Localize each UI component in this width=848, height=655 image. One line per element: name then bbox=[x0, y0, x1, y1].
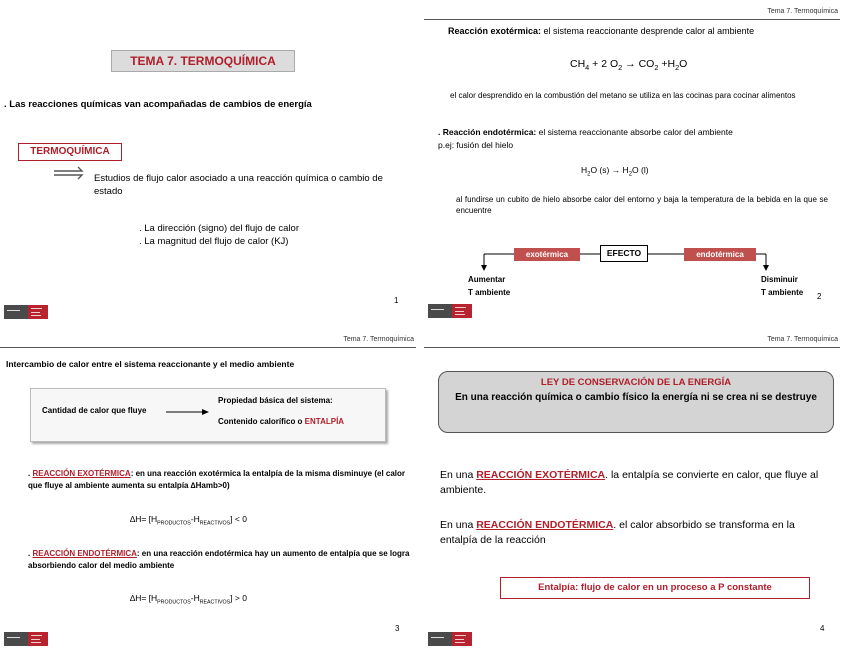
entalpia-word: ENTALPÍA bbox=[304, 417, 345, 426]
university-logo bbox=[428, 632, 472, 646]
endo-example-intro: p.ej: fusión del hielo bbox=[438, 140, 514, 150]
endo-prefix: En una bbox=[440, 519, 477, 531]
page-number: 1 bbox=[394, 296, 399, 305]
endo-label: . Reacción endotérmica: bbox=[438, 127, 537, 137]
endotermica-box: endotérmica bbox=[684, 248, 756, 261]
intro-text: . Las reacciones químicas van acompañadas de cambios de energía bbox=[4, 99, 312, 110]
page-number: 4 bbox=[820, 624, 825, 633]
exo-equation: $\Delta H= [H_{PRODUCTOS}-H_{REACTIVOS}] < 0$ bbox=[130, 514, 247, 527]
exo-text: : en una reacción exotérmica la entalpía de la misma disminuye (el calor que fluye al ambiente aumenta su entalpía ∆Hamb>0) bbox=[28, 469, 406, 490]
exo-example: el calor desprendido en la combustión del metano se utiliza en las cocinas para cocinar alimentos bbox=[450, 91, 796, 100]
right-result-2: T ambiente bbox=[761, 288, 804, 297]
slide-3 bbox=[0, 328, 424, 655]
exo-paragraph bbox=[440, 468, 832, 498]
point-1: . La dirección (signo) del flujo de calor bbox=[139, 223, 300, 234]
law-title: LEY DE CONSERVACIÓN DE LA ENERGÍA bbox=[540, 377, 732, 388]
box-property: Propiedad básica del sistema: bbox=[218, 396, 333, 405]
endo-label: REACCIÓN ENDOTÉRMICA bbox=[476, 519, 614, 531]
exo-label: REACCIÓN EXOTÉRMICA bbox=[32, 469, 131, 478]
box-content bbox=[218, 417, 344, 426]
slide-title: TEMA 7. TERMOQUÍMICA bbox=[130, 54, 276, 68]
endo-paragraph bbox=[440, 518, 832, 548]
endo-text: : en una reacción endotérmica hay un aumento de entalpía que se logra absorbiendo calor del medio ambiente bbox=[28, 549, 410, 570]
right-result-1: Disminuir bbox=[761, 275, 798, 284]
point-2: . La magnitud del flujo de calor (KJ) bbox=[139, 236, 289, 247]
header-label: Tema 7. Termoquímica bbox=[767, 336, 838, 343]
exo-prefix: En una bbox=[440, 469, 477, 481]
left-result-2: T ambiente bbox=[468, 288, 511, 297]
header-divider bbox=[424, 347, 840, 348]
endo-prefix: . bbox=[28, 549, 33, 558]
university-logo bbox=[428, 304, 472, 318]
slide-4 bbox=[424, 328, 848, 655]
university-logo bbox=[4, 305, 48, 319]
endo-equation: $H_2O$ $(s) \to H_2O$ (l) bbox=[581, 165, 649, 178]
box-left-text: Cantidad de calor que fluye bbox=[42, 406, 147, 415]
endo-label: REACCIÓN ENDOTÉRMICA bbox=[32, 549, 137, 558]
arrow-icon bbox=[52, 165, 90, 181]
exo-paragraph bbox=[28, 468, 413, 491]
left-result-1: Aumentar bbox=[468, 275, 506, 284]
university-logo bbox=[4, 632, 48, 646]
slide-2 bbox=[424, 0, 848, 328]
definition-text: Estudios de flujo calor asociado a una reacción química o cambio de estado bbox=[94, 173, 383, 197]
exo-prefix: . bbox=[28, 469, 33, 478]
exo-equation: $CH_4 + 2$ $O_2 \to CO_2 +H_2O$ bbox=[570, 58, 688, 73]
exo-label: Reacción exotérmica: bbox=[448, 26, 542, 36]
header-label: Tema 7. Termoquímica bbox=[767, 8, 838, 15]
enthalpy-definition: Entalpía: flujo de calor en un proceso a P constante bbox=[538, 582, 772, 593]
endo-example: al fundirse un cubito de hielo absorbe calor del entorno y baja la temperatura de la bebida en la que se encuentre bbox=[456, 195, 828, 215]
right-arrow-icon bbox=[166, 407, 210, 417]
efecto-box: EFECTO bbox=[600, 245, 648, 262]
law-text: En una reacción química o cambio físico la energía ni se crea ni se destruye bbox=[455, 392, 817, 403]
exotermica-box: exotérmica bbox=[514, 248, 580, 261]
exo-label: REACCIÓN EXOTÉRMICA bbox=[476, 469, 606, 481]
endo-paragraph bbox=[28, 548, 413, 571]
endo-equation: $\Delta H= [H_{PRODUCTOS}-H_{REACTIVOS}] > 0$ bbox=[130, 593, 247, 606]
header-divider bbox=[0, 347, 416, 348]
endo-text: el sistema reaccionante absorbe calor del ambiente bbox=[536, 127, 733, 137]
page-number: 3 bbox=[395, 624, 400, 633]
exo-text: . la entalpía se convierte en calor, que fluye al ambiente. bbox=[440, 469, 819, 496]
page-number: 2 bbox=[817, 292, 822, 301]
termoquimica-label: TERMOQUÍMICA bbox=[30, 146, 110, 157]
slide-title: Intercambio de calor entre el sistema reaccionante y el medio ambiente bbox=[6, 359, 295, 369]
exo-text: el sistema reaccionante desprende calor al ambiente bbox=[541, 26, 755, 36]
header-label: Tema 7. Termoquímica bbox=[343, 336, 414, 343]
box-content-text: Contenido calorífico o bbox=[218, 417, 305, 426]
slide-1 bbox=[0, 0, 424, 328]
endo-text: . el calor absorbido se transforma en la entalpía de la reacción bbox=[440, 519, 795, 546]
